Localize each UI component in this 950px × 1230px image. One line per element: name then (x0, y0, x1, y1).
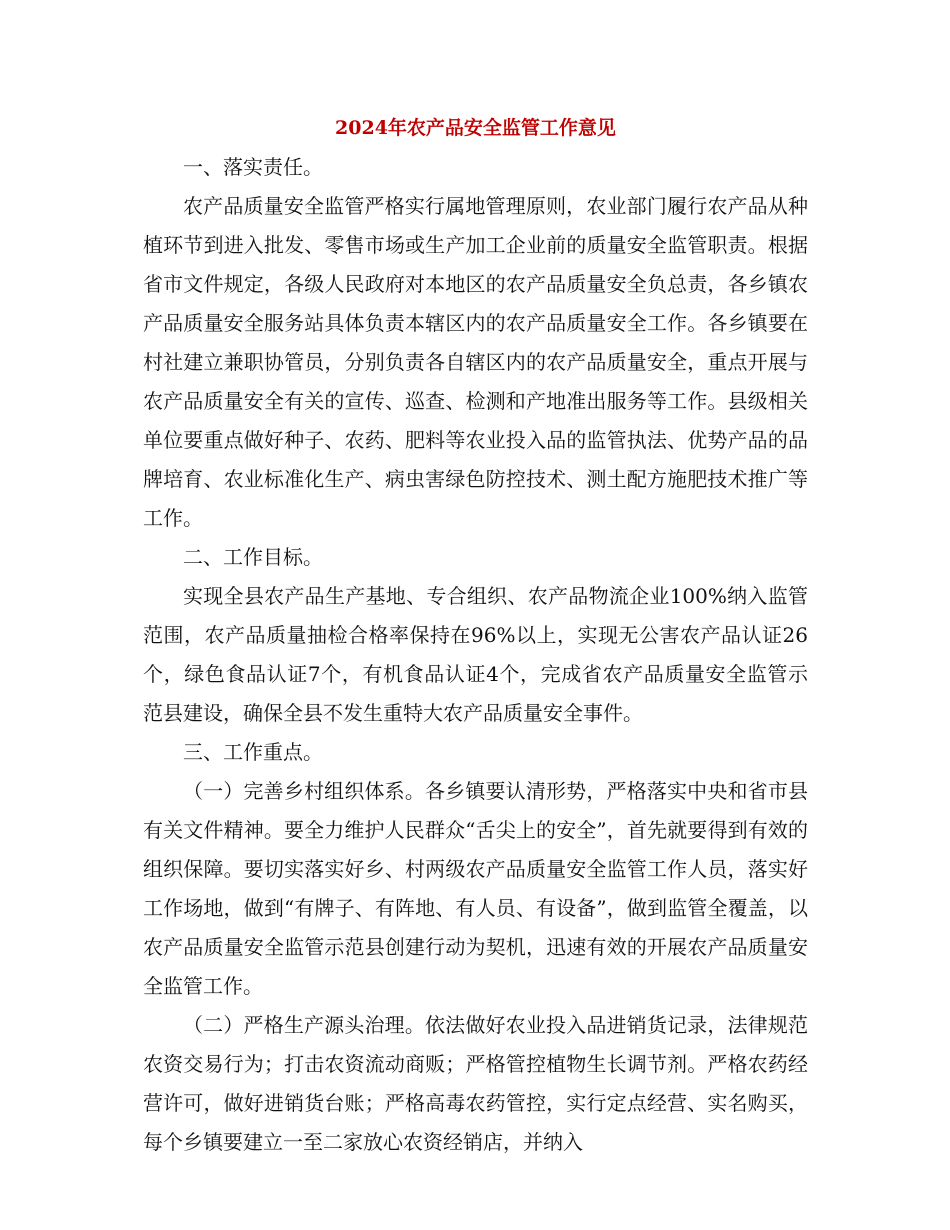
section-heading-responsibility: 一、落实责任。 (183, 155, 323, 179)
document-page (143, 108, 808, 1162)
section-heading-goals: 二、工作目标。 (183, 545, 323, 569)
paragraph-goals: 实现全县农产品生产基地、专合组织、农产品物流企业100%纳入监管范围，农产品质量抽检合格率保持在96%以上，实现无公害农产品认证26个，绿色食品认证7个，有机食品认证4个，完成省农产品质量安全监管示范县建设，确保全县不发生重特大农产品质量安全事件。 (143, 584, 808, 725)
document-title: 2024年农产品安全监管工作意见 (335, 117, 616, 139)
paragraph-priority-1: （一）完善乡村组织体系。各乡镇要认清形势，严格落实中央和省市县有关文件精神。要全力维护人民群众“舌尖上的安全”，首先就要得到有效的组织保障。要切实落实好乡、村两级农产品质量安全监管工作人员，落实好工作场地，做到“有牌子、有阵地、有人员、有设备”，做到监管全覆盖，以农产品质量安全监管示范县创建行动为契机，迅速有效的开展农产品质量安全监管工作。 (143, 779, 808, 998)
section-heading-priorities: 三、工作重点。 (183, 740, 323, 764)
paragraph-priority-2: （二）严格生产源头治理。依法做好农业投入品进销货记录，法律规范农资交易行为；打击农资流动商贩；严格管控植物生长调节剂。严格农药经营许可，做好进销货台账；严格高毒农药管控，实行定点经营、实名购买，每个乡镇要建立一至二家放心农资经销店，并纳入 (143, 1013, 808, 1154)
paragraph-responsibility: 农产品质量安全监管严格实行属地管理原则，农业部门履行农产品从种植环节到进入批发、零售市场或生产加工企业前的质量安全监管职责。根据省市文件规定，各级人民政府对本地区的农产品质量安全负总责，各乡镇农产品质量安全服务站具体负责本辖区内的农产品质量安全工作。各乡镇要在村社建立兼职协管员，分别负责各自辖区内的农产品质量安全，重点开展与农产品质量安全有关的宣传、巡查、检测和产地准出服务等工作。县级相关单位要重点做好种子、农药、肥料等农业投入品的监管执法、优势产品的品牌培育、农业标准化生产、病虫害绿色防控技术、测土配方施肥技术推广等工作。 (143, 194, 808, 530)
